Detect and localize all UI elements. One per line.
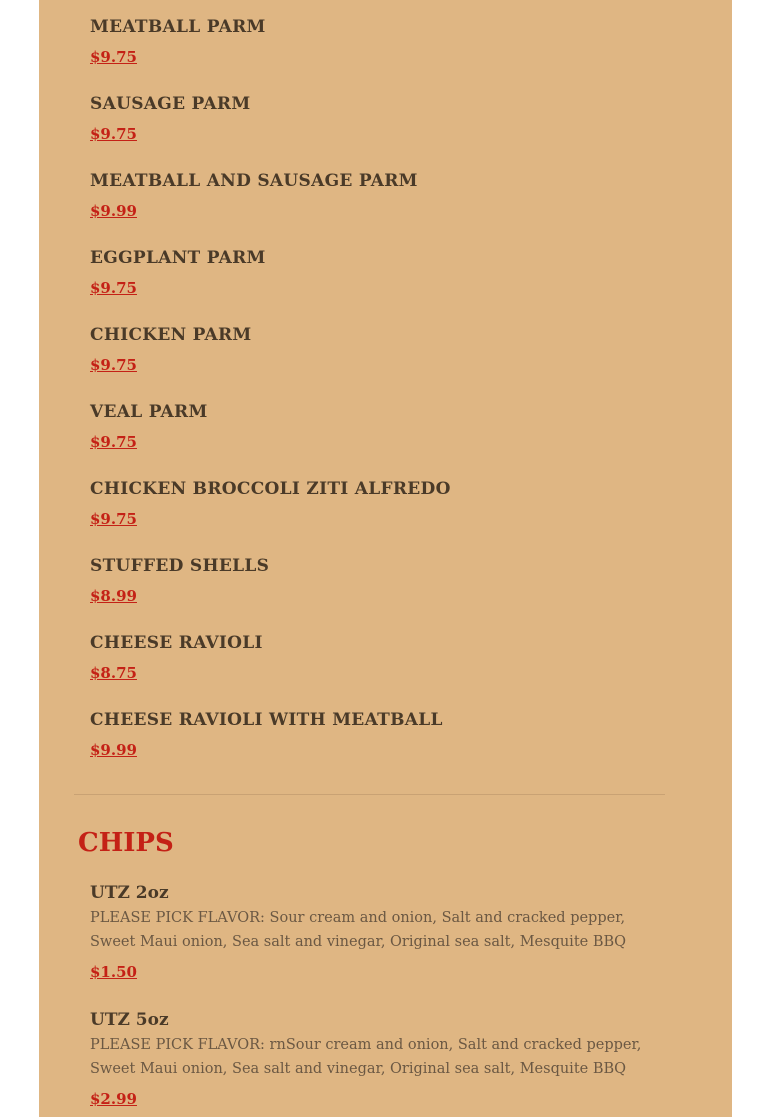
section-divider (74, 794, 665, 795)
chip-item-name: UTZ 5oz (90, 1010, 169, 1030)
menu-item-price[interactable]: $8.99 (90, 587, 137, 605)
menu-item-name: CHEESE RAVIOLI WITH MEATBALL (90, 710, 443, 730)
menu-item-name: VEAL PARM (90, 402, 208, 422)
menu-item-name: EGGPLANT PARM (90, 248, 266, 268)
chip-item-price[interactable]: $2.99 (90, 1090, 137, 1108)
menu-item-price[interactable]: $9.99 (90, 741, 137, 759)
menu-item-price[interactable]: $9.75 (90, 125, 137, 143)
chip-item-name: UTZ 2oz (90, 883, 169, 903)
menu-item-name: SAUSAGE PARM (90, 94, 251, 114)
menu-item-name: CHICKEN BROCCOLI ZITI ALFREDO (90, 479, 451, 499)
menu-item-price[interactable]: $9.75 (90, 48, 137, 66)
chip-item-description: PLEASE PICK FLAVOR: Sour cream and onion, Salt and cracked pepper, Sweet Maui onion, Sea salt and vinegar, Original sea salt, Mesquite BBQ (90, 910, 627, 950)
chip-item-description: PLEASE PICK FLAVOR: rnSour cream and onion, Salt and cracked pepper, Sweet Maui onion, Sea salt and vinegar, Original sea salt, Mesquite BBQ (90, 1037, 642, 1077)
menu-item-name: CHICKEN PARM (90, 325, 252, 345)
menu-item-price[interactable]: $9.75 (90, 510, 137, 528)
menu-item-price[interactable]: $9.75 (90, 433, 137, 451)
menu-item-name: CHEESE RAVIOLI (90, 633, 263, 653)
menu-item-name: STUFFED SHELLS (90, 556, 270, 576)
menu-item-name: MEATBALL PARM (90, 17, 266, 37)
chip-item-price[interactable]: $1.50 (90, 963, 137, 981)
menu-item-name: MEATBALL AND SAUSAGE PARM (90, 171, 418, 191)
menu-item-price[interactable]: $9.99 (90, 202, 137, 220)
section-title-chips: CHIPS (78, 828, 174, 858)
menu-item-price[interactable]: $9.75 (90, 356, 137, 374)
menu-item-price[interactable]: $9.75 (90, 279, 137, 297)
menu-item-price[interactable]: $8.75 (90, 664, 137, 682)
